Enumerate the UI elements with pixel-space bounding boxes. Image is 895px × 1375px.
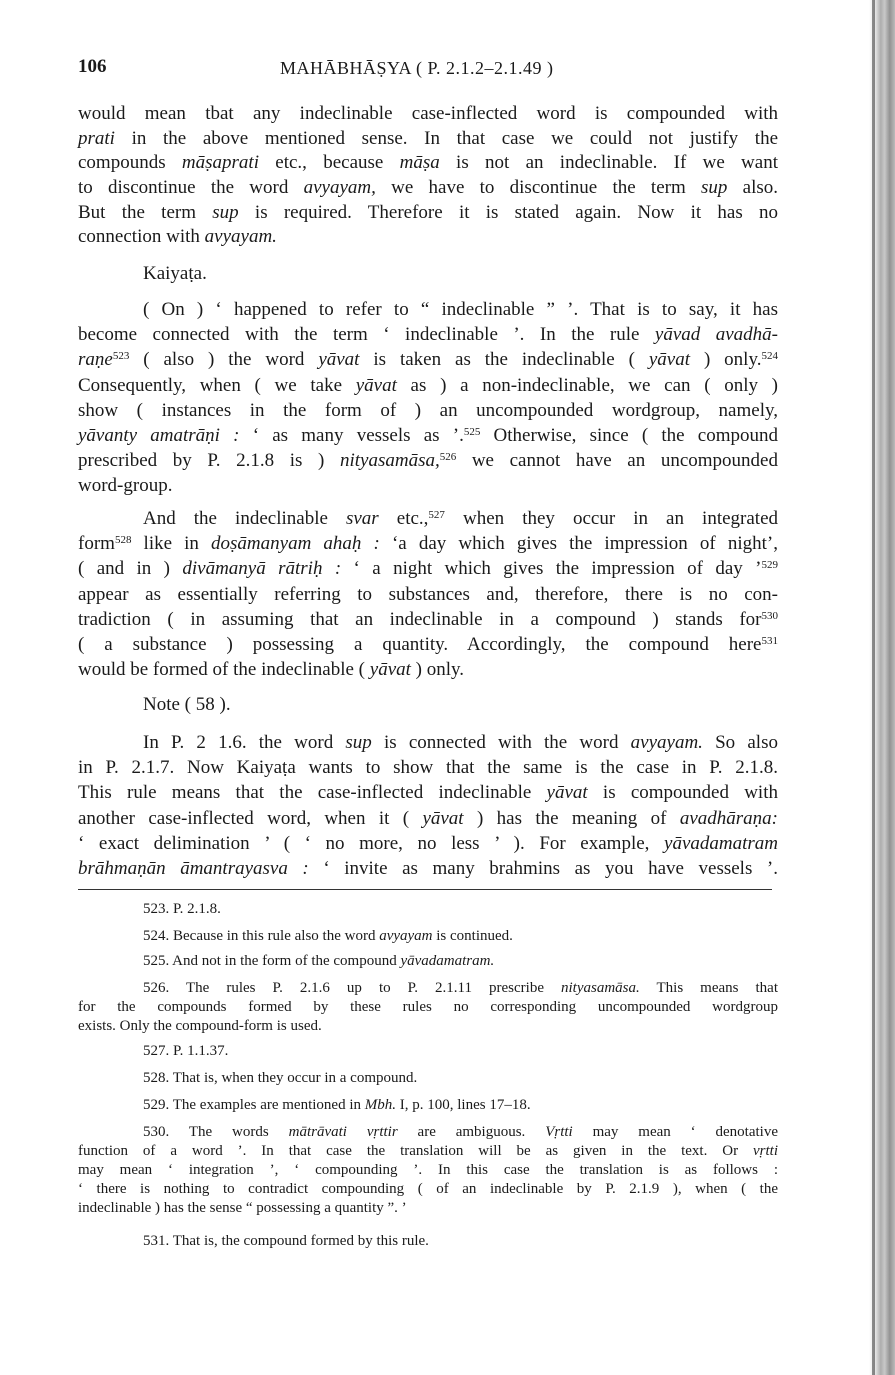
text-span: 526. The rules P. 2.1.6 up to P. 2.1.11 prescribe — [143, 980, 561, 996]
italic-term: yāvat — [546, 782, 588, 804]
text-line — [78, 1232, 778, 1251]
italic-term: nityasamāsa. — [561, 980, 640, 996]
italic-term: avyayam — [379, 928, 433, 944]
text-span: indeclinable ) has the sense “ possessing a quantity ”. ’ — [78, 1200, 407, 1216]
footnote-523 — [78, 900, 778, 919]
text-line — [78, 473, 778, 498]
text-line — [78, 1069, 778, 1088]
text-span: 525. And not in the form of the compound — [143, 953, 401, 969]
text-span: So also — [702, 732, 778, 753]
footnote-524 — [78, 927, 778, 946]
text-span: ‘ invite as many brahmins as you have vessels ’. — [308, 857, 778, 879]
text-span: also. — [727, 177, 779, 199]
text-line — [78, 730, 778, 755]
text-span: I, p. 100, lines 17–18. — [396, 1097, 531, 1113]
text-span: is not an indeclinable. If we want — [439, 152, 778, 174]
text-line — [78, 607, 778, 632]
italic-term: divāmanyā rātriḥ : — [182, 558, 342, 580]
heading-note-58: Note ( 58 ). — [143, 694, 231, 715]
text-span: 524. Because in this rule also the word — [143, 928, 380, 944]
italic-term: māṣa — [399, 152, 440, 174]
text-span: And the indeclinable — [143, 508, 346, 529]
text-span: etc., — [378, 508, 429, 529]
text-span: is compounded with — [587, 782, 778, 804]
text-line — [78, 927, 778, 946]
heading-kaiyata: Kaiyaṭa. — [143, 263, 207, 284]
italic-term: avyayam. — [630, 732, 703, 753]
running-head: MAHĀBHĀṢYA ( P. 2.1.2–2.1.49 ) — [280, 58, 554, 78]
text-span: 530. The words — [143, 1124, 289, 1140]
italic-term: yāvanty amatrāṇi : — [78, 424, 240, 446]
text-line — [78, 448, 778, 473]
text-line — [78, 1180, 778, 1199]
italic-term: sup — [212, 201, 239, 223]
text-span: But the term — [78, 201, 213, 223]
text-span: are ambiguous. — [397, 1124, 546, 1140]
italic-term: raṇe — [78, 349, 113, 371]
text-line — [78, 373, 778, 398]
italic-term: Vṛtti — [545, 1124, 573, 1140]
italic-term: doṣāmanyam ahaḥ : — [211, 533, 380, 555]
text-span: This rule means that the case-inflected indeclinable — [78, 782, 547, 804]
italic-term: yāvadamatram. — [400, 953, 495, 969]
text-line — [78, 632, 778, 657]
scan-edge-line — [872, 0, 875, 1375]
text-span: 523. P. 2.1.8. — [143, 901, 221, 917]
italic-term: yāvad avadhā- — [654, 324, 778, 346]
text-span: prescribed by P. 2.1.8 is ) — [78, 450, 340, 472]
text-span: ( a substance ) possessing a quantity. Accordingly, the compound here — [78, 633, 762, 655]
text-line — [78, 1142, 778, 1161]
text-span: form — [78, 533, 115, 555]
italic-term: avyayam. — [204, 226, 277, 248]
paragraph-indeclinable — [78, 506, 778, 682]
text-span: ( On ) ‘ happened to refer to “ indeclinable ” ’. That is to say, it has — [143, 299, 778, 320]
text-line — [78, 176, 778, 201]
text-line — [78, 1123, 778, 1142]
footnote-ref: 525 — [463, 425, 481, 438]
text-line — [78, 347, 778, 372]
text-line — [78, 1042, 778, 1061]
text-span: 528. That is, when they occur in a compound. — [143, 1070, 418, 1086]
italic-term: avadhāraṇa: — [679, 807, 778, 829]
text-span: in the above mentioned sense. In that case we could not justify the — [114, 127, 778, 149]
text-span: we cannot have an uncompounded — [456, 450, 778, 472]
text-span: we have to discontinue the term — [375, 177, 701, 199]
text-span: is taken as the indeclinable ( — [359, 349, 649, 371]
text-span: may mean ‘ integration ’, ‘ compounding ’. In this case the translation is as follows : — [78, 1162, 778, 1178]
text-span: for the compounds formed by these rules no corresponding uncompounded wordgroup — [78, 999, 778, 1015]
italic-term: yāvat — [318, 349, 360, 371]
text-span: is continued. — [432, 928, 513, 944]
text-line — [78, 657, 778, 682]
text-span: etc., because — [258, 152, 400, 174]
footnote-ref: 530 — [761, 609, 778, 622]
text-line — [78, 322, 778, 347]
italic-term: avyayam, — [303, 177, 376, 199]
italic-term: yāvadamatram — [664, 832, 778, 854]
footnote-525 — [78, 952, 778, 971]
text-line — [78, 1017, 778, 1036]
text-line — [78, 556, 778, 581]
footnote-527 — [78, 1042, 778, 1061]
text-line — [78, 806, 778, 831]
footnote-529 — [78, 1096, 778, 1115]
text-span: another case-inflected word, when it ( — [78, 807, 423, 829]
text-span: show ( instances in the form of ) an uncompounded wordgroup, namely, — [78, 399, 778, 421]
footnote-531 — [78, 1232, 778, 1251]
italic-term: sup — [345, 732, 372, 753]
text-span: 529. The examples are mentioned in — [143, 1097, 365, 1113]
footnote-ref: 524 — [761, 350, 778, 363]
text-span: This means that — [639, 980, 778, 996]
text-span: Consequently, when ( we take — [78, 374, 356, 396]
text-span: would mean tbat any indeclinable case-inflected word is compounded with — [78, 103, 778, 124]
footnote-530 — [78, 1123, 778, 1218]
text-line — [78, 102, 778, 127]
text-span: connection with — [78, 226, 205, 248]
text-span: may mean ‘ denotative — [572, 1124, 778, 1140]
paragraph-kaiyata — [78, 297, 778, 499]
italic-term: brāhmaṇān āmantrayasva : — [78, 857, 309, 879]
text-line — [78, 506, 778, 531]
paragraph-continuation — [78, 102, 778, 250]
text-span: ‘a day which gives the impression of night’, — [379, 533, 778, 555]
italic-term: māṣaprati — [181, 152, 259, 174]
text-line — [78, 780, 778, 805]
italic-term: svar — [345, 508, 379, 529]
text-span: ) only. — [410, 659, 465, 681]
text-line — [78, 831, 778, 856]
text-span: compounds — [78, 152, 182, 174]
text-line — [78, 398, 778, 423]
text-span: to discontinue the word — [78, 177, 304, 199]
text-span: 531. That is, the compound formed by this rule. — [143, 1233, 429, 1249]
text-span: Otherwise, since ( the compound — [480, 424, 778, 446]
italic-term: sup — [701, 177, 728, 199]
text-line — [78, 1199, 778, 1218]
italic-term: prati — [78, 127, 115, 149]
footnote-ref: 528 — [114, 534, 132, 547]
text-line — [78, 423, 778, 448]
text-line — [78, 755, 778, 780]
text-line — [78, 952, 778, 971]
footnote-ref: 529 — [761, 559, 778, 572]
text-span: function of a word ’. In that case the translation will be as given in the text. Or — [78, 1143, 753, 1159]
text-line — [78, 979, 778, 998]
text-span: ( and in ) — [78, 558, 183, 580]
italic-term: mātrāvati vṛttir — [288, 1124, 398, 1140]
italic-term: yāvat — [422, 807, 464, 829]
text-span: would be formed of the indeclinable ( — [78, 659, 370, 681]
text-span: ‘ as many vessels as ’. — [239, 424, 464, 446]
footnote-ref: 523 — [112, 350, 130, 363]
text-line — [78, 151, 778, 176]
italic-term: nityasamāsa, — [339, 450, 440, 472]
text-span: ‘ exact delimination ’ ( ‘ no more, no less ’ ). For example, — [78, 832, 665, 854]
text-span: when they occur in an integrated — [444, 508, 779, 529]
footnote-divider — [78, 889, 772, 890]
footnote-526 — [78, 979, 778, 1036]
text-line — [78, 201, 778, 226]
text-span: in P. 2.1.7. Now Kaiyaṭa wants to show that the same is the case in P. 2.1.8. — [78, 757, 778, 779]
text-span: ( also ) the word — [129, 349, 319, 371]
text-span: ) only. — [690, 349, 762, 371]
text-line — [78, 127, 778, 152]
footnote-528 — [78, 1069, 778, 1088]
text-span: 527. P. 1.1.37. — [143, 1043, 229, 1059]
text-span: become connected with the term ‘ indeclinable ’. In the rule — [78, 324, 655, 346]
text-span: tradiction ( in assuming that an indeclinable in a compound ) stands for — [78, 608, 762, 630]
text-line — [78, 531, 778, 556]
text-line — [78, 998, 778, 1017]
text-line — [78, 856, 778, 881]
text-span: like in — [131, 533, 212, 555]
italic-term: yāvat — [355, 374, 397, 396]
italic-term: Mbh. — [364, 1097, 396, 1113]
text-span: appear as essentially referring to substances and, therefore, there is no con- — [78, 583, 778, 605]
text-line — [78, 900, 778, 919]
footnote-ref: 526 — [439, 451, 457, 464]
text-line — [78, 1096, 778, 1115]
text-span: ‘ a night which gives the impression of day ’ — [341, 558, 762, 580]
text-span: word-group. — [78, 475, 173, 497]
italic-term: yāvat — [369, 659, 411, 681]
italic-term: yāvat — [648, 349, 691, 371]
text-line — [78, 225, 778, 250]
text-span: exists. Only the compound-form is used. — [78, 1018, 322, 1034]
text-line — [78, 582, 778, 607]
footnote-ref: 527 — [428, 509, 445, 521]
paragraph-note — [78, 730, 778, 881]
footnote-ref: 531 — [761, 634, 778, 647]
text-span: ) has the meaning of — [463, 807, 680, 829]
text-line — [78, 297, 778, 322]
text-line — [78, 1161, 778, 1180]
text-span: as ) a non-indeclinable, we can ( only ) — [396, 374, 778, 396]
italic-term: vṛtti — [753, 1143, 778, 1159]
text-span: In P. 2 1.6. the word — [143, 732, 346, 753]
text-span: ‘ there is nothing to contradict compounding ( of an indeclinable by P. 2.1.9 ), when ( the — [78, 1181, 778, 1197]
text-span: is required. Therefore it is stated again. Now it has no — [238, 201, 778, 223]
text-span: is connected with the word — [371, 732, 631, 753]
page-number: 106 — [78, 56, 107, 77]
